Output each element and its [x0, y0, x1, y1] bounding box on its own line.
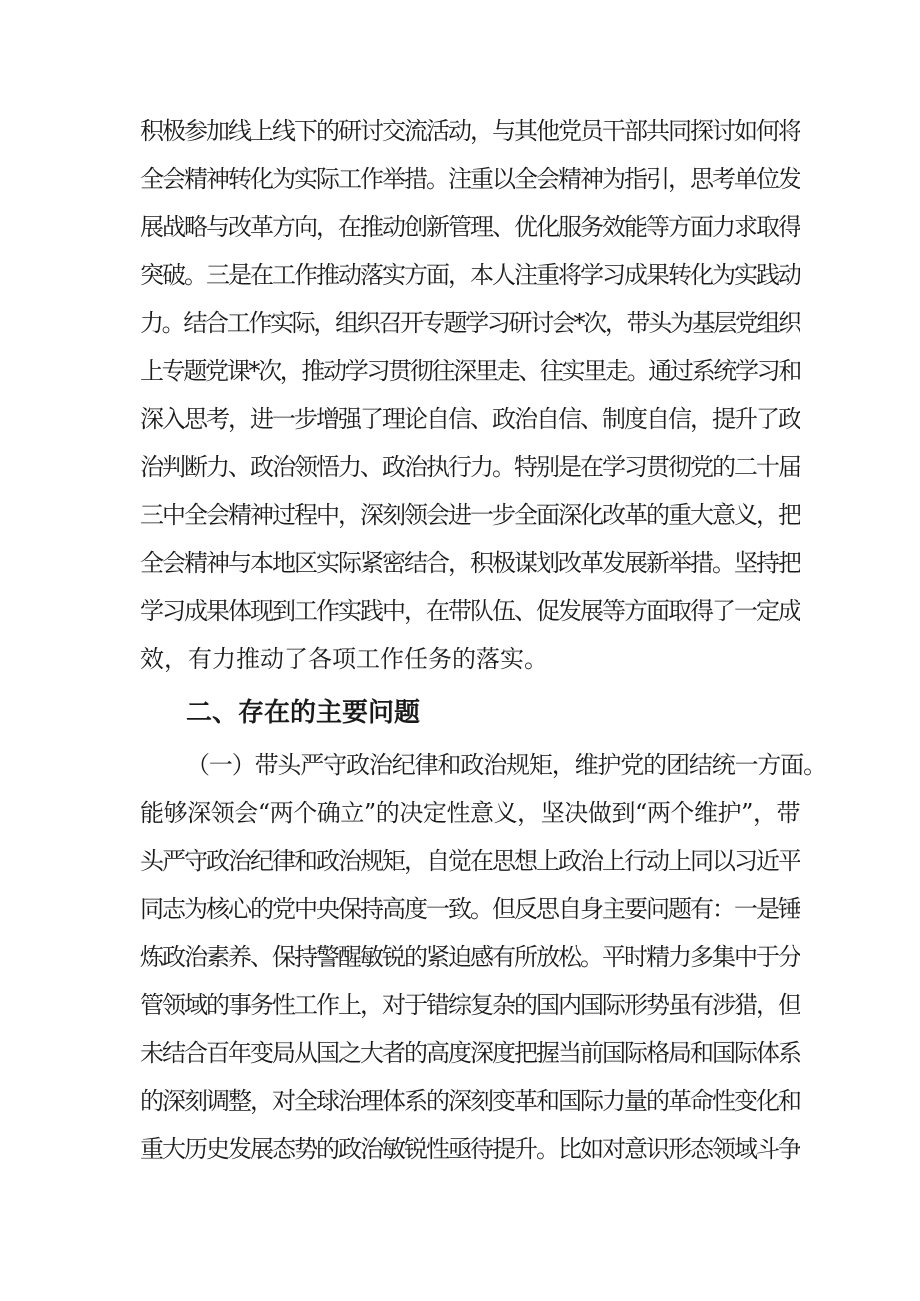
- paragraph-line: 突破。三是在工作推动落实方面，本人注重将学习成果转化为实践动: [140, 261, 800, 289]
- paragraph-line: 深入思考，进一步增强了理论自信、政治自信、制度自信，提升了政: [140, 405, 800, 433]
- paragraph-line: 未结合百年变局从国之大者的高度深度把握当前国际格局和国际体系: [140, 1039, 800, 1067]
- paragraph-line: 效，有力推动了各项工作任务的落实。: [140, 645, 548, 673]
- paragraph-line: 的深刻调整，对全球治理体系的深刻变革和国际力量的革命性变化和: [140, 1087, 800, 1115]
- paragraph-line: 同志为核心的党中央保持高度一致。但反思自身主要问题有：一是锤: [140, 895, 800, 923]
- paragraph-line: 治判断力、政治领悟力、政治执行力。特别是在学习贯彻党的二十届: [140, 453, 800, 481]
- paragraph-line: 重大历史发展态势的政治敏锐性亟待提升。比如对意识形态领域斗争: [140, 1135, 800, 1163]
- paragraph-line: 能够深领会“两个确立”的决定性意义，坚决做到“两个维护”，带: [140, 799, 800, 827]
- paragraph-line: 炼政治素养、保持警醒敏锐的紧迫感有所放松。平时精力多集中于分: [140, 943, 800, 971]
- section-heading: 二、存在的主要问题: [186, 698, 421, 728]
- paragraph-line: 头严守政治纪律和政治规矩，自觉在思想上政治上行动上同以习近平: [140, 847, 800, 875]
- paragraph-line: 全会精神转化为实际工作举措。注重以全会精神为指引，思考单位发: [140, 165, 800, 193]
- paragraph-line: （一）带头严守政治纪律和政治规矩，维护党的团结统一方面。: [186, 751, 826, 779]
- paragraph-line: 力。结合工作实际，组织召开专题学习研讨会*次，带头为基层党组织: [140, 309, 800, 337]
- paragraph-line: 展战略与改革方向，在推动创新管理、优化服务效能等方面力求取得: [140, 213, 800, 241]
- paragraph-line: 全会精神与本地区实际紧密结合，积极谋划改革发展新举措。坚持把: [140, 549, 800, 577]
- paragraph-line: 管领域的事务性工作上，对于错综复杂的国内国际形势虽有涉猎，但: [140, 991, 800, 1019]
- paragraph-line: 三中全会精神过程中，深刻领会进一步全面深化改革的重大意义，把: [140, 501, 800, 529]
- paragraph-line: 积极参加线上线下的研讨交流活动，与其他党员干部共同探讨如何将: [140, 117, 800, 145]
- paragraph-line: 上专题党课*次，推动学习贯彻往深里走、往实里走。通过系统学习和: [140, 357, 800, 385]
- paragraph-line: 学习成果体现到工作实践中，在带队伍、促发展等方面取得了一定成: [140, 597, 800, 625]
